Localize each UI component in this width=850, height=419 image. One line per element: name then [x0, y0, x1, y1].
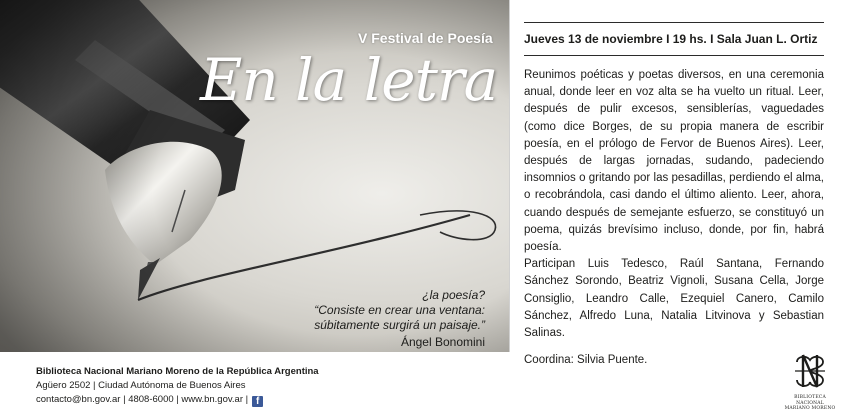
facebook-icon[interactable]: f	[252, 396, 263, 407]
description	[524, 67, 824, 342]
quote-question: ¿la poesía?	[422, 288, 485, 302]
logo-line-2: MARIANO MORENO	[784, 406, 836, 411]
festival-label: V Festival de Poesía	[358, 30, 493, 46]
organization-name: Biblioteca Nacional Mariano Moreno de la República Argentina	[36, 366, 319, 377]
quote-block	[225, 288, 485, 350]
event-details: Jueves 13 de noviembre I 19 hs. I Sala Juan L. Ortiz	[524, 32, 818, 46]
quote-line-2: súbitamente surgirá un paisaje.”	[314, 318, 485, 332]
footer	[36, 365, 319, 407]
quote-line-1: “Consiste en crear una ventana:	[314, 303, 485, 317]
logo-line-1: BIBLIOTECA NACIONAL	[794, 395, 826, 406]
event-info-panel	[524, 22, 824, 366]
contact-text[interactable]: contacto@bn.gov.ar | 4808-6000 | www.bn.gov.ar |	[36, 394, 249, 405]
bn-monogram-icon	[793, 352, 827, 390]
contact-line	[36, 393, 319, 407]
quote-author: Ángel Bonomini	[400, 335, 485, 349]
address-text: Agüero 2502 | Ciudad Autónoma de Buenos Aires	[36, 380, 246, 391]
library-logo	[780, 352, 840, 412]
participants-text: Participan Luis Tedesco, Raúl Santana, Fernando Sánchez Sorondo, Beatriz Vignoli, Susana Cella, Jorge Consiglio, Leandro Calle, Ezequiel Canero, Camilo Sánchez, Alfredo Luna, Natalia Litvinova y Sebastian Salinas.	[524, 258, 824, 340]
description-paragraph: Reunimos poéticas y poetas diversos, en una ceremonia anual, donde leer en voz alta se ha vuelto un ritual. Leer, después de pulir excesos, sensiblerías, vaguedades (como dice Borges, de su propia manera de escribir poesía, en el prólogo de Fervor de Buenos Aires). Leer, después de largas jornadas, sudando, padeciendo insomnios o gritando por las pesadillas, perdiendo el alma, o recobrándola, casi dando el último aliento. Leer, ahora, cuando después de semejante esfuerzo, se constituyó un poema, quizás brevísimo incluso, donde, por fin, habrá poesía.	[524, 69, 824, 254]
coordinator-text: Coordina: Silvia Puente.	[524, 354, 648, 367]
event-title: En la letra	[200, 46, 498, 114]
bottom-rule	[524, 55, 824, 56]
panel-divider	[509, 0, 510, 352]
